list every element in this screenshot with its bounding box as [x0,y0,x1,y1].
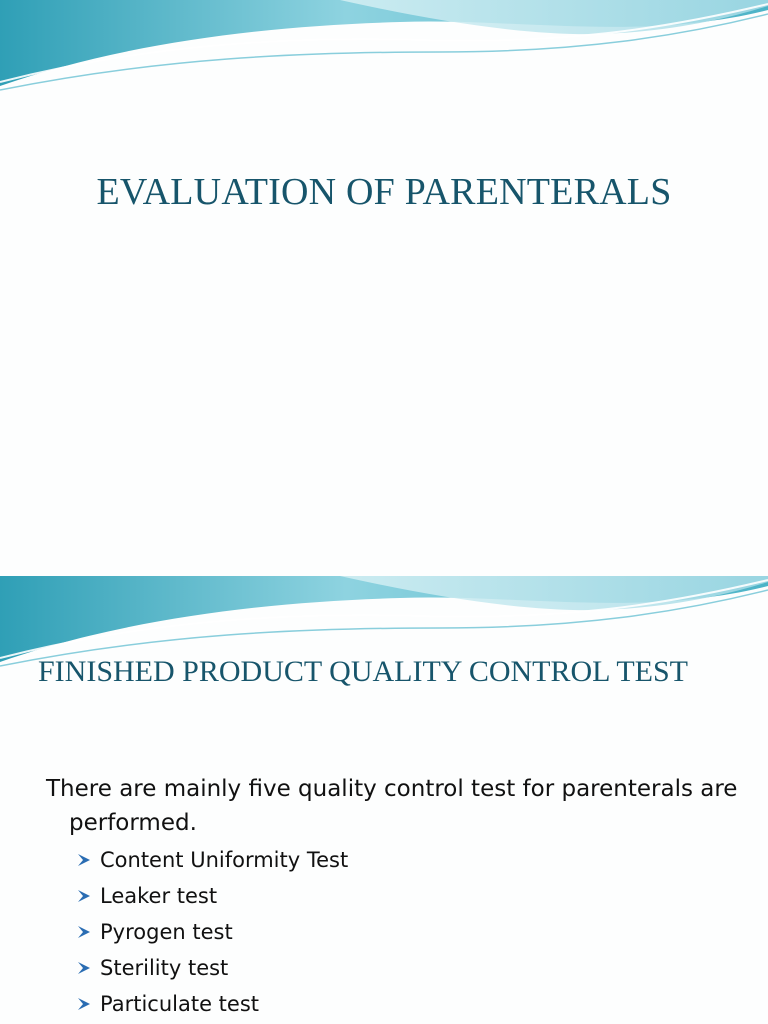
bullet-label: Sterility test [100,956,229,980]
bullet-list [46,842,746,1022]
intro-text: There are mainly five quality control test for parenterals are performed. [46,776,738,836]
arrow-right-icon [76,960,94,976]
arrow-right-icon [76,888,94,904]
list-item [76,842,746,878]
list-item [76,914,746,950]
bullet-label: Content Uniformity Test [100,848,349,872]
slide-2 [0,576,768,1024]
wave-decoration [0,0,768,100]
list-item [76,950,746,986]
arrow-right-icon [76,852,94,868]
slide-title: FINISHED PRODUCT QUALITY CONTROL TEST [38,655,689,688]
list-item [76,878,746,914]
list-item [76,986,746,1022]
bullet-label: Particulate test [100,992,260,1016]
bullet-label: Leaker test [100,884,218,908]
slide-title: EVALUATION OF PARENTERALS [96,171,672,213]
arrow-right-icon [76,996,94,1012]
arrow-right-icon [76,924,94,940]
bullet-label: Pyrogen test [100,920,233,944]
slide-content [46,772,746,1022]
